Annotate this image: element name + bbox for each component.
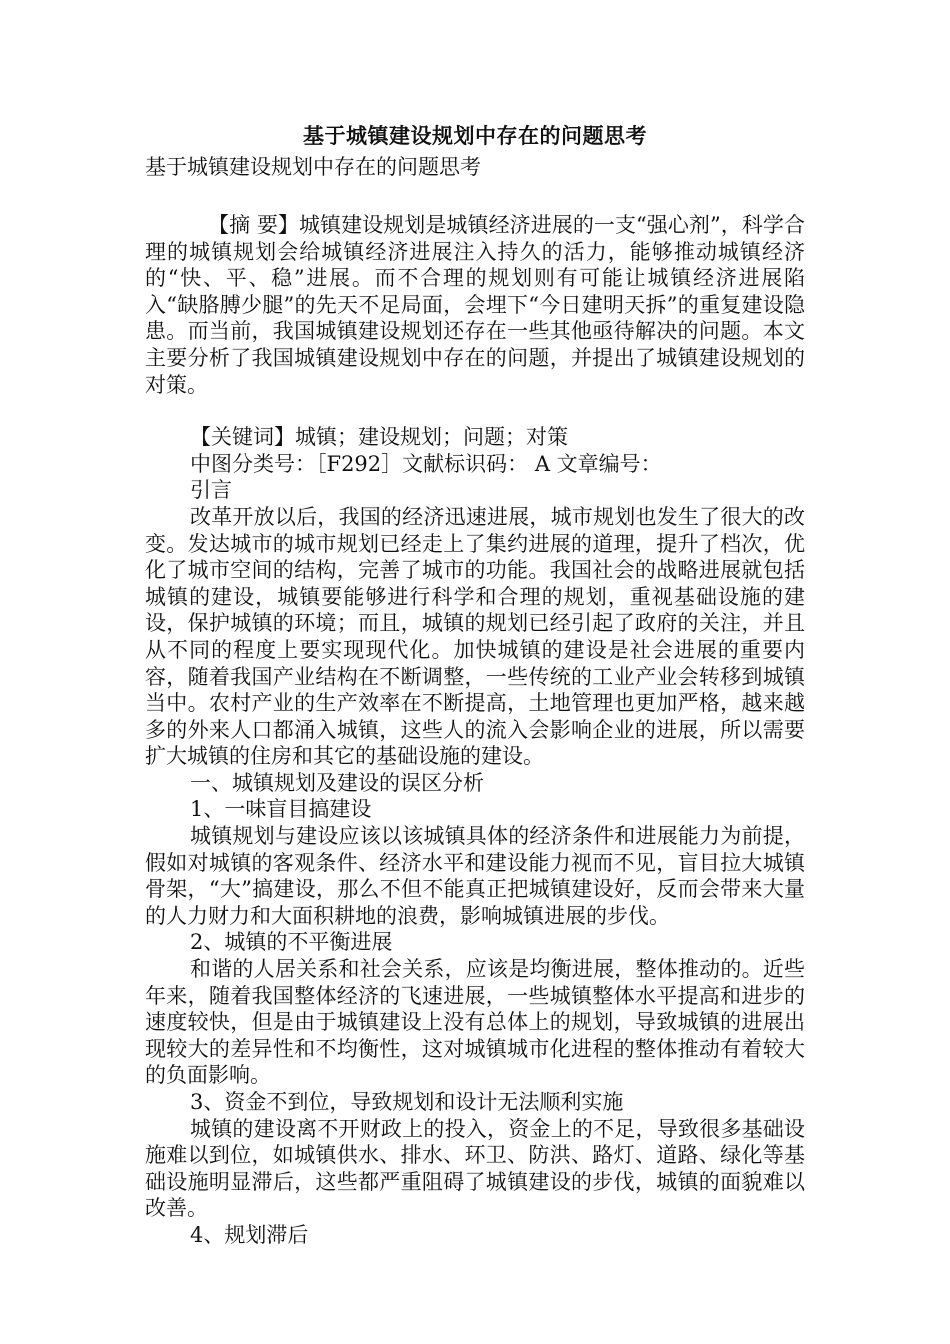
item1-paragraph: 城镇规划与建设应该以该城镇具体的经济条件和进展能力为前提，假如对城镇的客观条件、经济水平和建设能力视而不见，盲目拉大城镇骨架，“大”搞建设，那么不但不能真正把城镇建设好，反而会带来大量的人力财力和大面积耕地的浪费，影响城镇进展的步伐。 <box>145 824 805 928</box>
item4-heading: 4、规划滞后 <box>190 1222 309 1247</box>
document-subtitle: 基于城镇建设规划中存在的问题思考 <box>145 155 481 179</box>
keywords-line: 【关键词】城镇；建设规划；问题；对策 <box>190 425 568 450</box>
paragraph-gap <box>145 398 805 424</box>
item3-heading: 3、资金不到位，导致规划和设计无法顺利实施 <box>190 1090 624 1114</box>
item2-paragraph: 和谐的人居关系和社会关系，应该是均衡进展，整体推动的。近些年来，随着我国整体经济的飞速进展，一些城镇整体水平提高和进步的速度较快，但是由于城镇建设上没有总体上的规划，导致城镇的进展出现较大的差异性和不均衡性，这对城镇城市化进程的整体推动有着较大的负面影响。 <box>145 957 805 1088</box>
document-title: 基于城镇建设规划中存在的问题思考 <box>303 123 647 148</box>
item3-paragraph: 城镇的建设离不开财政上的投入，资金上的不足，导致很多基础设施难以到位，如城镇供水、排水、环卫、防洪、路灯、道路、绿化等基础设施明显滞后，这些都严重阻碍了城镇建设的步伐，城镇的面貌难以改善。 <box>145 1116 805 1221</box>
intro-paragraph: 改革开放以后，我国的经济迅速进展，城市规划也发生了很大的改变。发达城市的城市规划已经走上了集约进展的道理，提升了档次，优化了城市空间的结构，完善了城市的功能。我国社会的战略进展就包括城镇的建设，城镇要能够进行科学和合理的规划，重视基础设施的建设，保护城镇的环境；而且，城镇的规划已经引起了政府的关注，并且从不同的程度上要实现现代化。加快城镇的建设是社会进展的重要内容，随着我国产业结构在不断调整，一些传统的工业产业会转移到城镇当中。农村产业的生产效率在不断提高，土地管理也更加严格，越来越多的外来人口都涌入城镇，这些人的流入会影响企业的进展，所以需要扩大城镇的住房和其它的基础设施的建设。 <box>145 504 805 769</box>
section1-heading: 一、城镇规划及建设的误区分析 <box>190 770 484 795</box>
document-page <box>145 120 805 1249</box>
intro-heading: 引言 <box>190 478 232 503</box>
item2-heading: 2、城镇的不平衡进展 <box>190 930 393 955</box>
item1-heading: 1、一味盲目搞建设 <box>190 797 372 822</box>
abstract-paragraph: 【摘 要】城镇建设规划是城镇经济进展的一支“强心剂”，科学合理的城镇规划会给城镇经济进展注入持久的活力，能够推动城镇经济的“快、平、稳”进展。而不合理的规划则有可能让城镇经济进展陷入“缺胳膊少腿”的先天不足局面，会埋下“今日建明天拆”的重复建设隐患。而当前，我国城镇建设规划还存在一些其他亟待解决的问题。本文主要分析了我国城镇建设规划中存在的问题，并提出了城镇建设规划的对策。 <box>145 213 805 397</box>
classification-line: 中图分类号：［F292］文献标识码： A 文章编号： <box>190 451 662 476</box>
